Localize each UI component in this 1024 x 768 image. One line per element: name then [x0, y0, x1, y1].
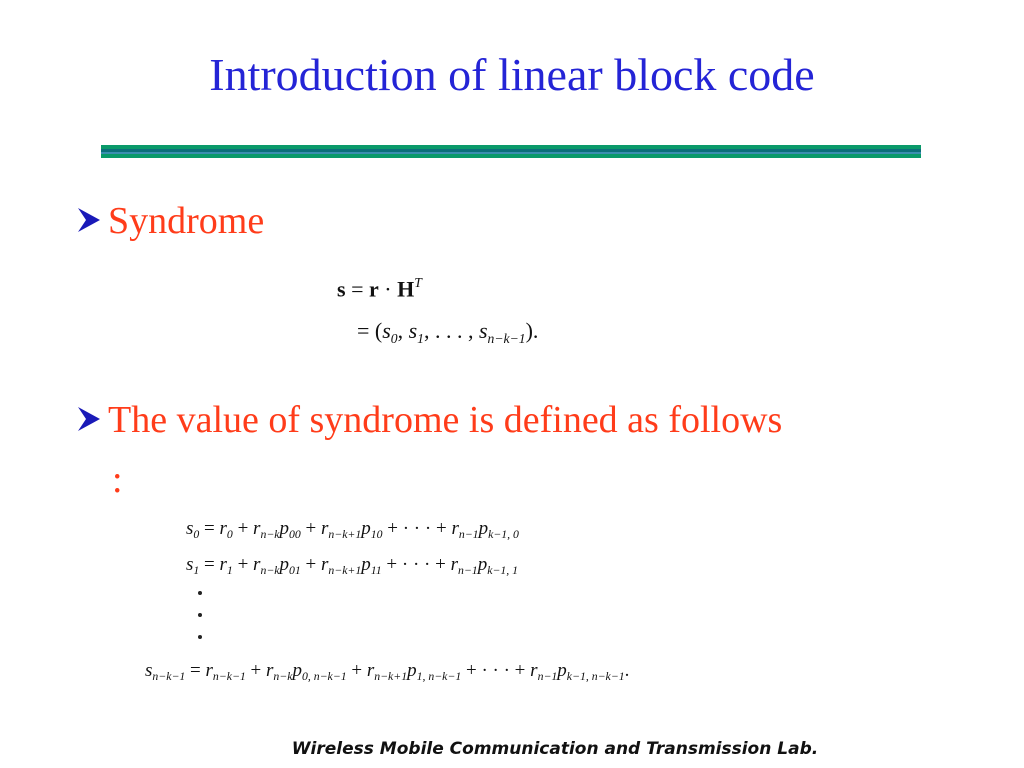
bullet-syndrome-value: The value of syndrome is defined as follows — [108, 399, 783, 441]
syndrome-eq-line1: $s = r \cdot H^T$ — [337, 275, 422, 302]
bullet-syndrome-value-colon: : — [112, 459, 123, 501]
vertical-ellipsis-dot — [198, 591, 202, 595]
eq-symbol-r: r — [368, 276, 379, 302]
bullet-syndrome: Syndrome — [108, 200, 265, 242]
syndrome-component-s0: $s_0 = r_0 + r_{n-k}p_{00} + r_{n-k+1}p_{10}$ + · · · + $r_{n-1}p_{k-1, 0}$ — [186, 518, 519, 542]
arrow-bullet-icon — [76, 405, 102, 433]
syndrome-component-snk1: $s_{n-k-1} = r_{n-k-1} + r_{n-k}p_{0, n-k-1} + r_{n-k+1}p_{1, n-k-1}$ + · · · + $r_{n-1}p_{k-1, n-k-1}$. — [145, 660, 630, 684]
title-divider — [101, 145, 921, 158]
syndrome-component-s1: $s_1 = r_1 + r_{n-k}p_{01} + r_{n-k+1}p_{11}$ + · · · + $r_{n-1}p_{k-1, 1}$ — [186, 554, 519, 578]
footer-lab-name: Wireless Mobile Communication and Transmission Lab. — [291, 739, 819, 759]
vertical-ellipsis-dot — [198, 635, 202, 639]
syndrome-eq-line2: = ($s_0$, $s_1$, . . . , $s_{n-k-1}$). — [357, 318, 539, 346]
vertical-ellipsis-dot — [198, 613, 202, 617]
eq-symbol-H: H — [397, 276, 415, 302]
arrow-bullet-icon — [76, 206, 102, 234]
slide-title: Introduction of linear block code — [209, 49, 815, 100]
eq-symbol-s: s — [337, 276, 346, 302]
eq-superscript-T: T — [414, 275, 422, 290]
